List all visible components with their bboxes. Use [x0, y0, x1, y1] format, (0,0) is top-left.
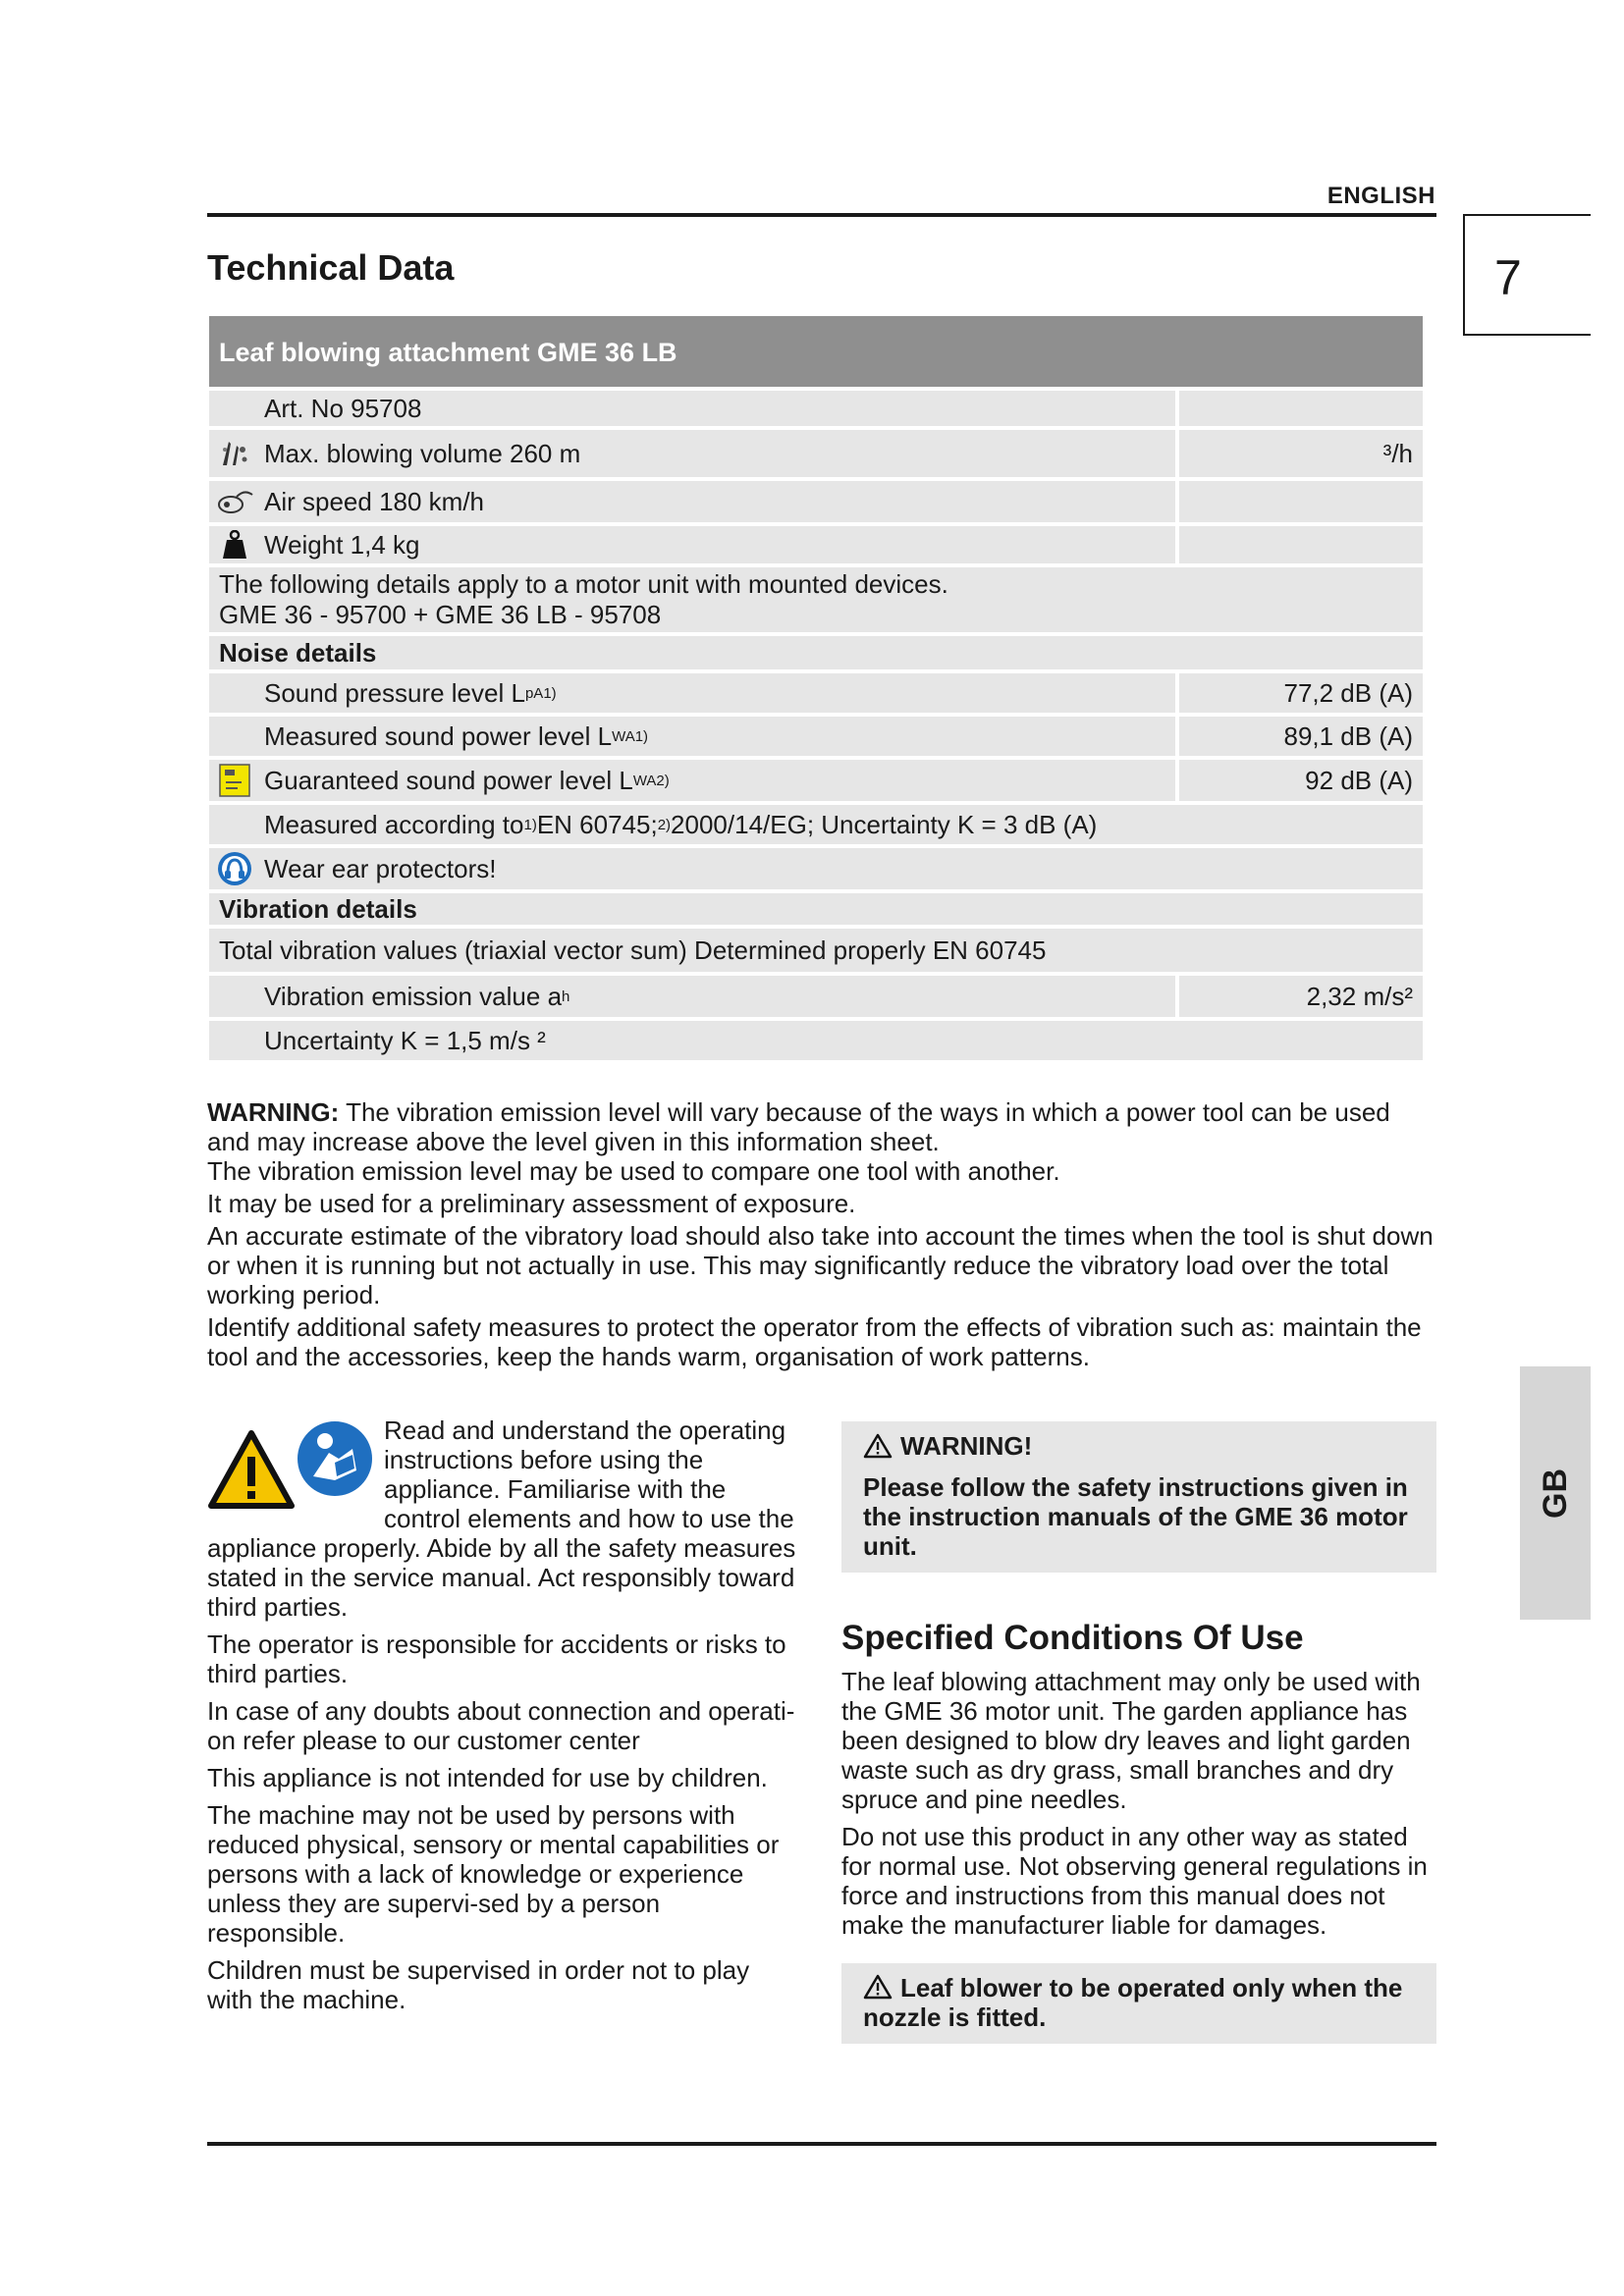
table-row	[209, 481, 1423, 522]
children-supervision: Children must be supervised in order not to play with the machine.	[207, 1955, 750, 2014]
warning-title: WARNING!	[900, 1431, 1033, 1461]
vibration-emission-value: Vibration emission value a h	[264, 981, 570, 1011]
top-rule	[207, 213, 1436, 217]
art-no: Art. No 95708	[264, 393, 422, 423]
language-side-tab	[1520, 1366, 1591, 1620]
warning-paragraph: An accurate estimate of the vibratory load should also take into account the times when the tool is shut down or when it is running but not actually in use. This may significantly reduce the vibratory load over the total working period.	[207, 1221, 1434, 1309]
vibration-note: Total vibration values (triaxial vector sum) Determined properly EN 60745	[209, 929, 1423, 972]
right-column	[841, 1421, 1436, 2044]
warning-outline-icon	[863, 1974, 893, 2000]
table-row	[209, 391, 1423, 426]
read-manual-icon	[296, 1419, 374, 1498]
warning-lead: WARNING:	[207, 1097, 340, 1127]
sound-pressure-level: Sound pressure level L pA 1)	[264, 677, 557, 708]
table-row	[209, 526, 1423, 563]
language-label: ENGLISH	[1326, 183, 1435, 209]
guaranteed-sound-power-level: Guaranteed sound power level L WA 2)	[264, 765, 670, 795]
measured-sound-power-level: Measured sound power level L WA 1)	[264, 721, 649, 751]
measured-sound-power-value: 89,1 dB (A)	[1175, 717, 1423, 756]
vibration-uncertainty: Uncertainty K = 1,5 m/s ²	[264, 1025, 546, 1055]
vibration-warning: WARNING: The vibration emission level will vary because of the ways in which a power tool can be used and may increase above the level given in this information sheet. The vibration emission level may be used to compare one tool with another. It may be used for a preliminary assessment of exposure. An accurate estimate of the vibratory load should also take into account the times when the tool is shut down or when it is running but not actually in use. This may significantly reduce the vibratory load over the total working period. Identify additional safety measures to protect the operator from the effects of vibration such as: maintain the tool and the accessories, keep the hands warm, organisation of work patterns.	[207, 1097, 1436, 1374]
table-row	[209, 1021, 1423, 1060]
table-row	[209, 976, 1423, 1017]
page-number: 7	[1494, 250, 1522, 305]
warning-text: Please follow the safety instructions given in the instruction manuals of the GME 36 motor unit.	[863, 1472, 1408, 1561]
table-row	[209, 673, 1423, 713]
children-note: This appliance is not intended for use by children.	[207, 1763, 768, 1792]
air-speed: Air speed 180 km/h	[264, 486, 485, 516]
table-row	[209, 805, 1423, 844]
motor-note	[209, 567, 1423, 632]
noise-heading: Noise details	[209, 636, 1423, 669]
nozzle-warning-text: Leaf blower to be operated only when the nozzle is fitted.	[863, 1973, 1403, 2032]
conditions-text: The leaf blowing attachment may only be used with the GME 36 motor unit. The garden appliance has been designed to blow dry leaves and light garden waste such as dry grass, small branches and dry spruce and pine needles.	[841, 1667, 1421, 1814]
motor-note-line-2: GME 36 - 95700 + GME 36 LB - 95708	[219, 600, 662, 629]
table-row	[209, 430, 1423, 477]
motor-warning-box	[841, 1421, 1436, 1573]
warning-paragraph: Identify additional safety measures to protect the operator from the effects of vibration such as: maintain the tool and the accessories, keep the hands warm, organisation of work patterns.	[207, 1312, 1422, 1371]
max-blowing-volume: Max. blowing volume 260 m	[264, 438, 581, 468]
measurement-standard: Measured according to 1) EN 60745; 2) 2000/14/EG; Uncertainty K = 3 dB (A)	[264, 809, 1098, 839]
table-row	[209, 760, 1423, 801]
vibration-heading: Vibration details	[209, 893, 1423, 925]
page-number-box	[1463, 214, 1591, 336]
motor-note-line-1: The following details apply to a motor unit with mounted devices.	[219, 569, 948, 599]
blower-icon	[209, 430, 260, 477]
blowing-volume-unit: ³/h	[1175, 430, 1423, 477]
table-heading: Leaf blowing attachment GME 36 LB	[209, 316, 1423, 387]
nozzle-warning-box	[841, 1963, 1436, 2044]
warning-paragraph: The vibration emission level may be used to compare one tool with another.	[207, 1156, 1060, 1186]
bottom-rule	[207, 2142, 1436, 2146]
warning-triangle-icon	[207, 1429, 296, 1510]
ear-protection-note: Wear ear protectors!	[264, 853, 497, 883]
ear-protection-icon	[209, 848, 260, 889]
side-tab-label: GB	[1536, 1468, 1574, 1519]
weight: Weight 1,4 kg	[264, 529, 420, 560]
doubts-contact: In case of any doubts about connection and operati-on refer please to our customer center	[207, 1696, 795, 1755]
table-row	[209, 848, 1423, 889]
read-instructions-text: Read and understand the operating instructions before using the appliance. Familiarise with the control elements and how to use the appliance properly. Abide by all the safety measures stated in the service manual. Act responsibly toward third parties.	[207, 1415, 796, 1622]
noise-label-icon	[209, 760, 260, 801]
page-title: Technical Data	[207, 247, 455, 288]
guaranteed-sound-power-value: 92 dB (A)	[1175, 760, 1423, 801]
air-speed-icon	[209, 481, 260, 522]
table-row	[209, 717, 1423, 756]
weight-icon	[209, 526, 260, 563]
vibration-value: 2,32 m/s²	[1175, 976, 1423, 1017]
conditions-of-use-heading: Specified Conditions Of Use	[841, 1619, 1304, 1657]
warning-paragraph: It may be used for a preliminary assessment of exposure.	[207, 1189, 856, 1218]
reduced-capabilities-note: The machine may not be used by persons with reduced physical, sensory or mental capabilities or persons with a lack of knowledge or experience unless they are supervi-sed by a person responsible.	[207, 1800, 780, 1948]
technical-data-table	[209, 316, 1423, 1060]
safety-instructions	[207, 1415, 796, 2022]
sound-pressure-value: 77,2 dB (A)	[1175, 673, 1423, 713]
operator-responsibility: The operator is responsible for accidents or risks to third parties.	[207, 1629, 786, 1688]
liability-text: Do not use this product in any other way as stated for normal use. Not observing general regulations in force and instructions from this manual does not make the manufacturer liable for damages.	[841, 1822, 1428, 1940]
warning-outline-icon	[863, 1433, 893, 1459]
